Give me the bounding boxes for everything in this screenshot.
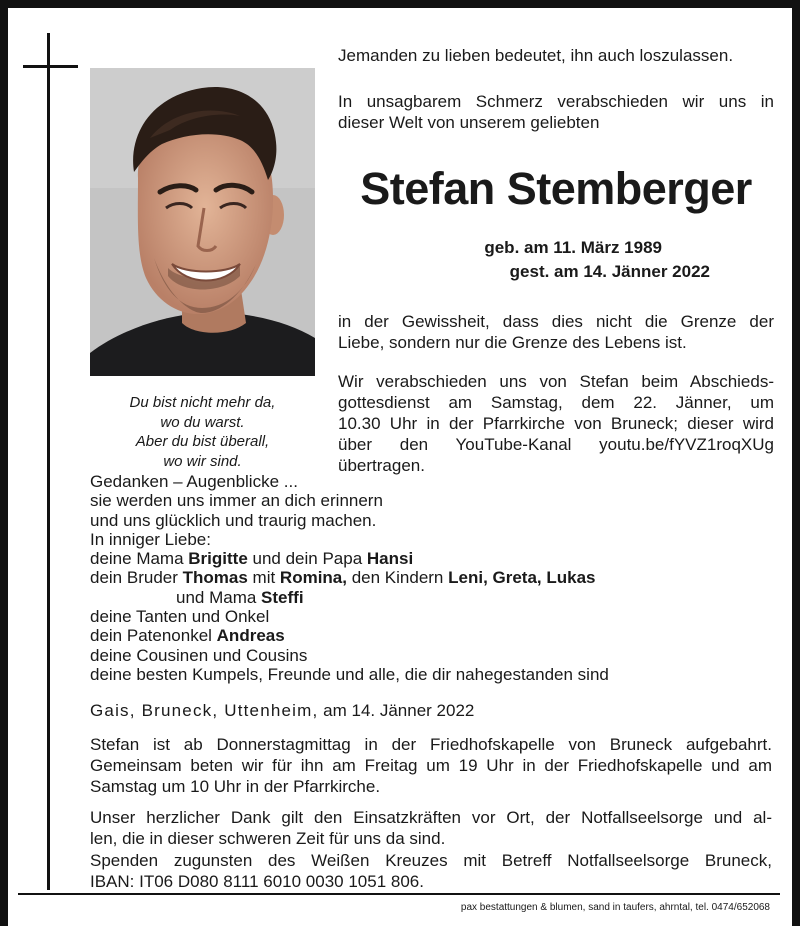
thanks-text [90,807,772,849]
mourners-line [90,588,770,607]
portrait-photo [90,68,315,376]
intro-text [338,91,774,133]
thanks-line: len, die in dieser schweren Zeit für uns da sind. [90,829,446,848]
quote-line: Du bist nicht mehr da, [129,394,276,411]
mourner-text: dein Patenonkel [90,626,217,646]
mourner-text: deine Mama [90,549,189,569]
mourner-text: den Kindern [346,568,449,588]
place-and-date [90,700,474,722]
mourner-name: Romina, [279,568,347,588]
mourners-line [90,568,770,587]
mourners-line [90,626,770,645]
deceased-name: Stefan Stemberger [360,163,752,214]
quote-line: Aber du bist überall, [135,433,270,450]
thanks-line: Unser herzlicher Dank gilt den Einsatzkräften vor Ort, der Notfallseelsorge und al- [90,808,772,827]
death-date: gest. am 14. Jänner 2022 [509,262,710,281]
service-line: übertragen. [338,456,425,475]
cross-icon [47,33,50,890]
mourner-text: mit [247,568,280,588]
viewing-line: Gemeinsam beten wir für ihn am Freitag um 19 Uhr in der Friedhofskapelle und am [90,756,772,775]
donations-line: Spenden zugunsten des Weißen Kreuzes mit Betreff Notfallseelsorge Bruneck, [90,851,772,870]
memorial-quote [90,393,315,471]
frame-border-top [0,0,800,8]
mourners-line: und uns glücklich und traurig machen. [90,510,377,530]
mourner-name: Steffi [261,587,304,607]
mourner-name: Hansi [366,549,414,569]
portrait-illustration [90,68,315,376]
mourner-name: Andreas [216,626,285,646]
viewing-line: Samstag um 10 Uhr in der Pfarrkirche. [90,777,381,796]
mourner-text: und dein Papa [247,549,367,569]
frame-bottom-rule [18,893,780,895]
mourners-line: In inniger Liebe: [90,529,211,549]
mourner-text: und Mama [176,587,262,607]
certainty-line: in der Gewissheit, dass dies nicht die Grenze der [338,312,774,331]
mourners-line: sie werden uns immer an dich erinnern [90,491,383,511]
service-text [338,371,774,476]
motto: Jemanden zu lieben bedeutet, ihn auch loszulassen. [338,46,734,65]
mourner-name: Leni, Greta, Lukas [448,568,596,588]
intro-line: In unsagbarem Schmerz verabschieden wir uns in [338,92,774,111]
mourners-line: deine Cousinen und Cousins [90,645,308,665]
mourner-name: Brigitte [188,549,248,569]
towns: Gais, Bruneck, Uttenheim, [90,701,319,720]
intro-line: dieser Welt von unserem geliebten [338,113,600,132]
mourner-name: Thomas [182,568,248,588]
quote-line: wo wir sind. [163,452,242,470]
funeral-home-credit: pax bestattungen & blumen, sand in taufers, ahrntal, tel. 0474/652068 [460,902,770,913]
certainty-line: Liebe, sondern nur die Grenze des Lebens ist. [338,333,687,352]
certainty-text [338,311,774,353]
quote-line: wo du warst. [160,413,245,431]
viewing-line: Stefan ist ab Donnerstagmittag in der Friedhofskapelle von Bruneck aufgebahrt. [90,735,772,754]
mourner-text: dein Bruder [90,568,183,588]
notice-date: am 14. Jänner 2022 [318,701,475,720]
birth-date: geb. am 11. März 1989 [484,238,662,257]
mourners-list [90,472,770,684]
frame-border-left [0,0,8,926]
donations-text [90,850,772,892]
service-line: gottesdienst am Samstag, dem 22. Jänner, um [338,393,774,412]
life-dates [400,236,710,284]
cross-icon-bar [23,65,78,68]
donations-line: IBAN: IT06 D080 8111 6010 0030 1051 806. [90,872,424,891]
frame-border-right [792,0,800,926]
mourners-line: Gedanken – Augenblicke ... [90,472,298,491]
service-line: 10.30 Uhr in der Pfarrkirche von Bruneck; dieser wird [338,414,774,433]
mourners-line [90,549,770,568]
service-line: Wir verabschieden uns von Stefan beim Abschieds- [338,372,774,391]
service-line: über den YouTube-Kanal youtu.be/fYVZ1roqXUg [338,435,774,454]
mourners-line: deine Tanten und Onkel [90,607,270,627]
viewing-text [90,734,772,797]
mourners-line: deine besten Kumpels, Freunde und alle, die dir nahegestanden sind [90,664,609,684]
